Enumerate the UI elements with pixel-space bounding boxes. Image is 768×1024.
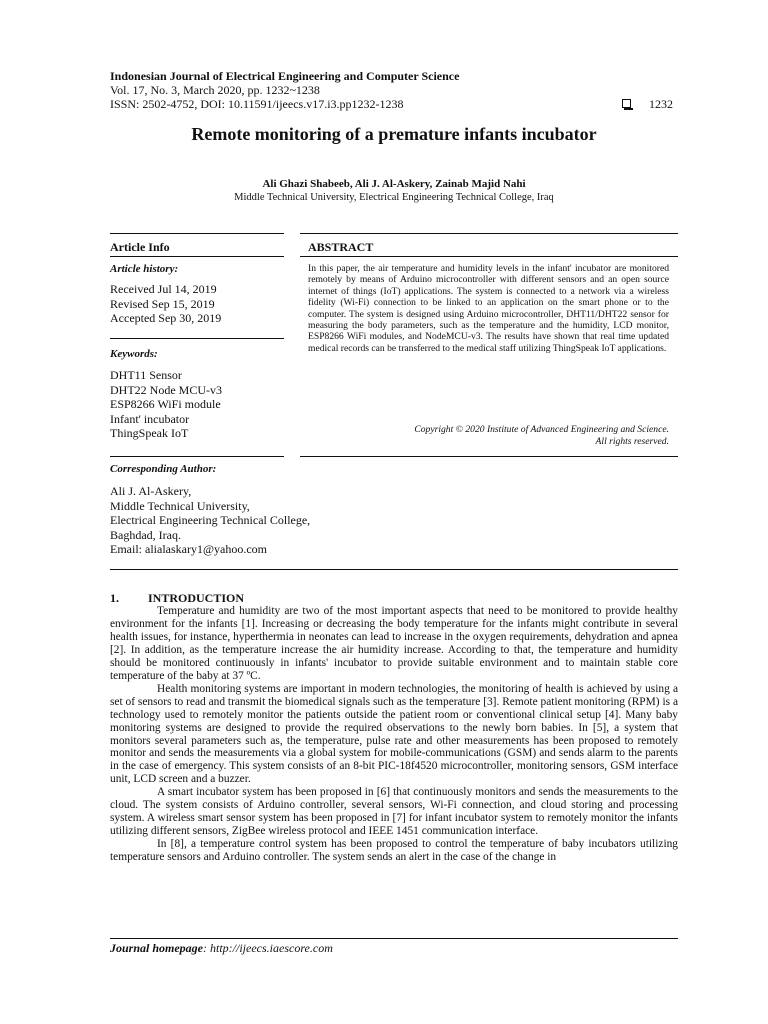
author-email: Email: alialaskary1@yahoo.com [110, 542, 268, 556]
author-university: Middle Technical University, [110, 498, 250, 513]
paper-page [110, 0, 678, 1024]
homepage-link[interactable]: : http://ijeecs.iaescore.com [203, 941, 333, 955]
history-received: Received Jul 14, 2019 [110, 282, 217, 296]
divider [300, 256, 678, 257]
journal-issn-doi: ISSN: 2502-4752, DOI: 10.11591/ijeecs.v17.i3.pp1232-1238 [110, 97, 404, 111]
page-number: 1232 [649, 97, 673, 111]
author-name: Ali J. Al-Askery, [110, 484, 192, 498]
corresponding-author-label: Corresponding Author: [110, 463, 217, 475]
author-affiliation: Middle Technical University, Electrical Engineering Technical College, Iraq [234, 192, 554, 203]
copyright-notice [308, 424, 669, 448]
section-title: INTRODUCTION [148, 591, 245, 605]
author-list: Ali Ghazi Shabeeb, Ali J. Al-Askery, Zainab Majid Nahi [262, 178, 526, 190]
divider [300, 233, 678, 234]
abstract-heading: ABSTRACT [308, 240, 374, 254]
article-history-label: Article history: [110, 263, 179, 275]
author-city: Baghdad, Iraq. [110, 527, 181, 542]
section-number: 1. [110, 591, 119, 605]
author-college: Electrical Engineering Technical College, [110, 513, 311, 527]
rights-line: All rights reserved. [595, 436, 669, 447]
journal-name: Indonesian Journal of Electrical Engineering and Computer Science [110, 69, 460, 83]
copyright-line: Copyright © 2020 Institute of Advanced Engineering and Science. [414, 424, 669, 435]
paper-title: Remote monitoring of a premature infants incubator [191, 124, 597, 144]
section-heading [110, 591, 244, 606]
divider [110, 256, 284, 257]
history-accepted: Accepted Sep 30, 2019 [110, 311, 222, 325]
introduction-body [110, 605, 678, 864]
body-paragraph: A smart incubator system has been proposed in [6] that continuously monitors and sends the measurements to the cloud. The system consists of Arduino controller, several sensors, Wi-Fi connection, and cloud storing and processing system. A wireless smart sensor system has been proposed in [7] for infant incubator system to remotely monitor the infants utilizing different sensors, ZigBee wireless protocol and IEEE 1451 communication interface. [110, 786, 678, 838]
keyword-item: DHT22 Node MCU-v3 [110, 382, 222, 397]
homepage-label: Journal homepage [110, 941, 204, 955]
article-info-heading: Article Info [110, 240, 170, 254]
body-paragraph: Temperature and humidity are two of the most important aspects that need to be monitored to provide healthy environment for the infants [1]. Increasing or decreasing the body temperature for the infants might contribute in several health issues, for instance, hyperthermia in neonates can lead to increase in the oxygen requirements, dehydration and apnea [2]. In addition, as the temperature increase the air humidity increase. According to that, the temperature and humidity should be monitored continuously in infants' incubator to provide suitable environment and to maintain stable core temperature of the baby at 37 ºC. [110, 605, 678, 682]
keyword-item: Infant' incubator [110, 411, 190, 426]
journal-volume: Vol. 17, No. 3, March 2020, pp. 1232~1238 [110, 83, 320, 97]
divider [300, 456, 678, 457]
keyword-item: ThingSpeak IoT [110, 426, 189, 440]
footer-divider [110, 938, 678, 939]
square-icon [622, 99, 631, 108]
article-history-list [110, 282, 221, 326]
corresponding-author-details [110, 484, 310, 557]
body-paragraph: Health monitoring systems are important in modern technologies, the monitoring of health is achieved by using a set of sensors to read and transmit the biomedical signals such as the temperature [3]. Remote patient monitoring (RPM) is a technology used to remotely monitor the patients outside the patient room or conventional clinical setup [4]. Many baby monitoring systems are designed to provide the required observations to the newly born babies. In [5], a system that monitors several parameters such as, the temperature, pulse rate and other measurements has been proposed to remotely monitor and sends the measurements via a global system for mobile-communications (GSM) and sends alarm to the parents in the case of emergency. This system consists of an 8-bit PIC-18f4520 microcontroller, monitoring sensors, GSM interface unit, LCD screen and a buzzer. [110, 682, 678, 786]
journal-homepage [110, 941, 333, 956]
divider [110, 456, 284, 457]
divider [110, 233, 284, 234]
keywords-label: Keywords: [110, 348, 158, 360]
abstract-text: In this paper, the air temperature and humidity levels in the infant' incubator are monitored remotely by means of Arduino microcontroller with different sensors and an open source internet of things (IoT) applications. The system is connected to a network via a wireless fidelity (Wi-Fi) connection to be linked to an application on the smart phone or to the computer. The system is designed using Arduino microcontroller, DHT11/DHT22 sensor for measuring the body parameters, such as the temperature and the humidity, LCD monitor, ESP8266 WiFi modules, and NodeMCU-v3. The results have shown that real time updated medical records can be transferred to the medical staff utilizing ThingSpeak IoT applications. [308, 263, 669, 354]
keywords-list [110, 368, 222, 441]
divider [110, 569, 678, 570]
keyword-item: DHT11 Sensor [110, 368, 182, 382]
body-paragraph: In [8], a temperature control system has been proposed to control the temperature of baby incubators utilizing temperature sensors and Arduino controller. The system sends an alert in the case of the change in [110, 838, 678, 864]
divider [110, 338, 284, 339]
history-revised: Revised Sep 15, 2019 [110, 296, 215, 311]
keyword-item: ESP8266 WiFi module [110, 397, 221, 411]
